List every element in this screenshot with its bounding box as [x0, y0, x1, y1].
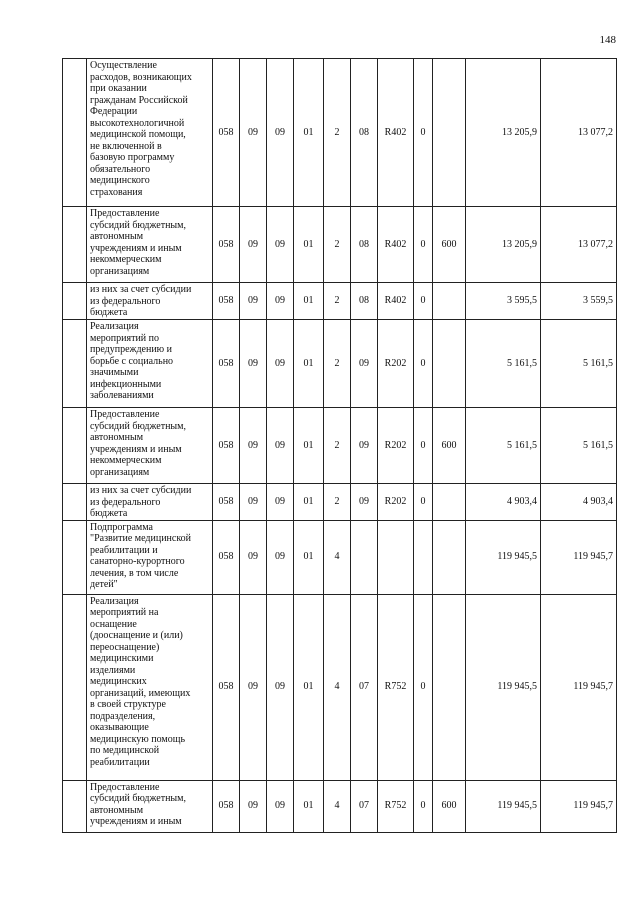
- extra-code: 0: [414, 320, 433, 408]
- amount-2: 119 945,7: [541, 594, 617, 780]
- expense-type-code: [433, 520, 466, 594]
- amount-2: 13 077,2: [541, 59, 617, 207]
- amount-2: 119 945,7: [541, 780, 617, 832]
- amount-2: 4 903,4: [541, 484, 617, 521]
- expense-type-code: [433, 594, 466, 780]
- expense-type-code: [433, 283, 466, 320]
- row-name: Подпрограмма "Развитие медицинской реабилитации и санаторно-курортного лечения, в том числе детей": [87, 520, 213, 594]
- subsection-code: 09: [267, 59, 294, 207]
- direction-code: R202: [378, 484, 414, 521]
- ved-code: 058: [213, 59, 240, 207]
- blank-cell: [63, 283, 87, 320]
- section-code: 09: [240, 594, 267, 780]
- subprogram-code: 4: [324, 594, 351, 780]
- row-name: Реализация мероприятий на оснащение (дооснащение и (или) переоснащение) медицинскими изделиями медицинских организаций, имеющих в своей структуре подразделения, оказывающие медицинскую помощь по медицинской реабилитации: [87, 594, 213, 780]
- row-name: Предоставление субсидий бюджетным, автономным учреждениям и иным некоммерческим организациям: [87, 207, 213, 283]
- direction-code: [378, 520, 414, 594]
- direction-code: R202: [378, 408, 414, 484]
- blank-cell: [63, 780, 87, 832]
- row-name: Предоставление субсидий бюджетным, автономным учреждениям и иным некоммерческим организациям: [87, 408, 213, 484]
- expense-type-code: 600: [433, 408, 466, 484]
- blank-cell: [63, 408, 87, 484]
- event-code: 09: [351, 484, 378, 521]
- event-code: 08: [351, 207, 378, 283]
- event-code: 07: [351, 780, 378, 832]
- amount-2: 119 945,7: [541, 520, 617, 594]
- blank-cell: [63, 320, 87, 408]
- event-code: 08: [351, 59, 378, 207]
- event-code: 08: [351, 283, 378, 320]
- blank-cell: [63, 594, 87, 780]
- program-code: 01: [294, 59, 324, 207]
- extra-code: 0: [414, 594, 433, 780]
- extra-code: 0: [414, 408, 433, 484]
- subprogram-code: 2: [324, 484, 351, 521]
- subprogram-code: 4: [324, 520, 351, 594]
- program-code: 01: [294, 594, 324, 780]
- program-code: 01: [294, 408, 324, 484]
- direction-code: R402: [378, 207, 414, 283]
- expense-type-code: 600: [433, 207, 466, 283]
- subsection-code: 09: [267, 780, 294, 832]
- section-code: 09: [240, 283, 267, 320]
- subsection-code: 09: [267, 408, 294, 484]
- budget-table: [62, 58, 617, 833]
- table-row: [63, 320, 617, 408]
- section-code: 09: [240, 780, 267, 832]
- section-code: 09: [240, 484, 267, 521]
- expense-type-code: 600: [433, 780, 466, 832]
- subprogram-code: 2: [324, 320, 351, 408]
- subsection-code: 09: [267, 484, 294, 521]
- ved-code: 058: [213, 207, 240, 283]
- direction-code: R202: [378, 320, 414, 408]
- subprogram-code: 2: [324, 408, 351, 484]
- program-code: 01: [294, 283, 324, 320]
- extra-code: 0: [414, 780, 433, 832]
- table-row: [63, 59, 617, 207]
- extra-code: 0: [414, 207, 433, 283]
- subsection-code: 09: [267, 320, 294, 408]
- amount-1: 5 161,5: [466, 408, 541, 484]
- blank-cell: [63, 484, 87, 521]
- section-code: 09: [240, 320, 267, 408]
- event-code: 07: [351, 594, 378, 780]
- subprogram-code: 2: [324, 207, 351, 283]
- table-row: [63, 283, 617, 320]
- ved-code: 058: [213, 520, 240, 594]
- extra-code: 0: [414, 59, 433, 207]
- amount-2: 5 161,5: [541, 320, 617, 408]
- ved-code: 058: [213, 408, 240, 484]
- amount-1: 3 595,5: [466, 283, 541, 320]
- table-row: [63, 520, 617, 594]
- section-code: 09: [240, 207, 267, 283]
- subsection-code: 09: [267, 520, 294, 594]
- table-row: [63, 408, 617, 484]
- amount-1: 5 161,5: [466, 320, 541, 408]
- subsection-code: 09: [267, 207, 294, 283]
- extra-code: 0: [414, 283, 433, 320]
- extra-code: [414, 520, 433, 594]
- row-name: из них за счет субсидии из федерального бюджета: [87, 484, 213, 521]
- amount-1: 119 945,5: [466, 594, 541, 780]
- extra-code: 0: [414, 484, 433, 521]
- subprogram-code: 4: [324, 780, 351, 832]
- amount-1: 119 945,5: [466, 780, 541, 832]
- ved-code: 058: [213, 320, 240, 408]
- blank-cell: [63, 520, 87, 594]
- amount-2: 3 559,5: [541, 283, 617, 320]
- ved-code: 058: [213, 780, 240, 832]
- table-row: [63, 207, 617, 283]
- table-row: [63, 780, 617, 832]
- table-row: [63, 594, 617, 780]
- row-name: из них за счет субсидии из федерального бюджета: [87, 283, 213, 320]
- row-name: Реализация мероприятий по предупреждению и борьбе с социально значимыми инфекционными заболеваниями: [87, 320, 213, 408]
- ved-code: 058: [213, 283, 240, 320]
- amount-1: 13 205,9: [466, 59, 541, 207]
- page-number: 148: [599, 34, 616, 46]
- expense-type-code: [433, 484, 466, 521]
- section-code: 09: [240, 408, 267, 484]
- direction-code: R402: [378, 283, 414, 320]
- ved-code: 058: [213, 594, 240, 780]
- amount-1: 13 205,9: [466, 207, 541, 283]
- subprogram-code: 2: [324, 283, 351, 320]
- expense-type-code: [433, 59, 466, 207]
- subsection-code: 09: [267, 283, 294, 320]
- section-code: 09: [240, 59, 267, 207]
- subprogram-code: 2: [324, 59, 351, 207]
- expense-type-code: [433, 320, 466, 408]
- direction-code: R752: [378, 594, 414, 780]
- table-row: [63, 484, 617, 521]
- ved-code: 058: [213, 484, 240, 521]
- row-name: Осуществление расходов, возникающих при оказании гражданам Российской Федерации высокотехнологичной медицинской помощи, не включенной в базовую программу обязательного медицинского страхования: [87, 59, 213, 207]
- program-code: 01: [294, 484, 324, 521]
- program-code: 01: [294, 207, 324, 283]
- event-code: [351, 520, 378, 594]
- row-name: Предоставление субсидий бюджетным, автономным учреждениям и иным: [87, 780, 213, 832]
- event-code: 09: [351, 408, 378, 484]
- blank-cell: [63, 59, 87, 207]
- amount-1: 4 903,4: [466, 484, 541, 521]
- program-code: 01: [294, 520, 324, 594]
- blank-cell: [63, 207, 87, 283]
- subsection-code: 09: [267, 594, 294, 780]
- amount-2: 5 161,5: [541, 408, 617, 484]
- amount-1: 119 945,5: [466, 520, 541, 594]
- direction-code: R402: [378, 59, 414, 207]
- amount-2: 13 077,2: [541, 207, 617, 283]
- section-code: 09: [240, 520, 267, 594]
- direction-code: R752: [378, 780, 414, 832]
- program-code: 01: [294, 320, 324, 408]
- program-code: 01: [294, 780, 324, 832]
- event-code: 09: [351, 320, 378, 408]
